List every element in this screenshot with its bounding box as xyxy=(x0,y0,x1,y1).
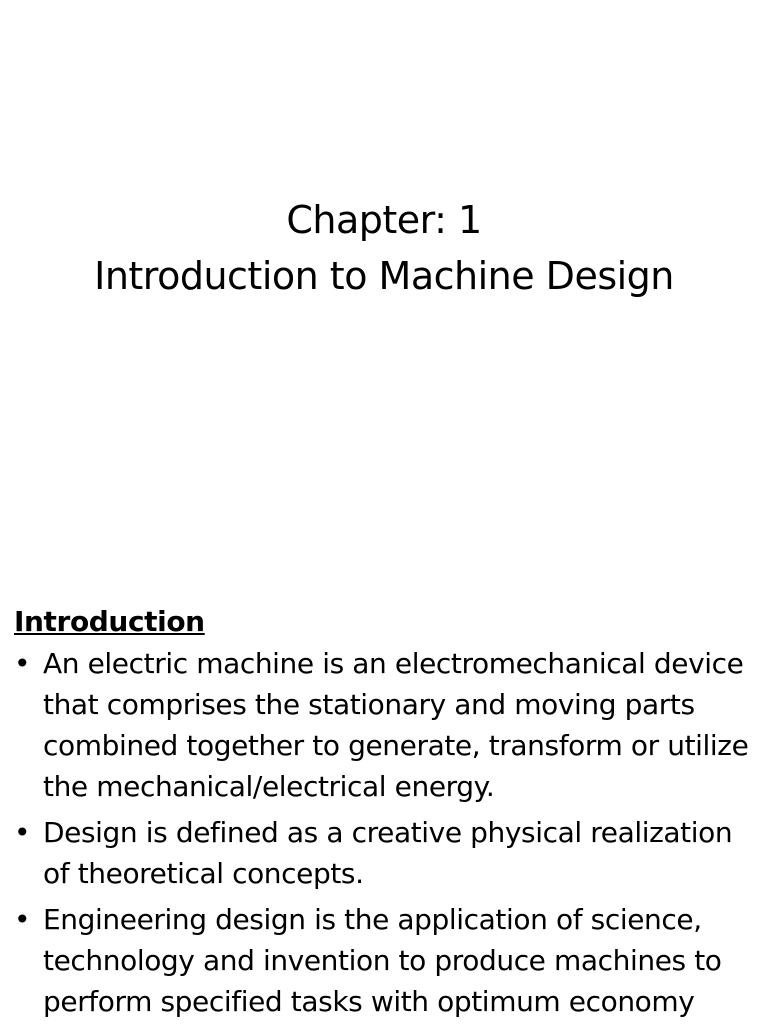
chapter-title xyxy=(0,192,768,304)
bullet-list xyxy=(14,643,764,1022)
bullet-icon: • xyxy=(14,647,31,680)
bullet-text: Engineering design is the application of science, technology and invention to produce machines to perform specified tasks with optimum economy xyxy=(43,903,722,1018)
chapter-number: Chapter: 1 xyxy=(286,198,482,242)
bullet-text: Design is defined as a creative physical realization of theoretical concepts. xyxy=(43,816,733,890)
chapter-name: Introduction to Machine Design xyxy=(94,254,674,298)
list-item xyxy=(14,643,764,807)
list-item xyxy=(14,812,764,894)
list-item xyxy=(14,899,764,1022)
introduction-section xyxy=(14,604,764,1027)
section-heading: Introduction xyxy=(14,605,205,638)
bullet-icon: • xyxy=(14,816,31,849)
bullet-icon: • xyxy=(14,903,31,936)
bullet-text: An electric machine is an electromechanical device that comprises the stationary and moving parts combined together to generate, transform or utilize the mechanical/electrical energy. xyxy=(43,647,749,803)
